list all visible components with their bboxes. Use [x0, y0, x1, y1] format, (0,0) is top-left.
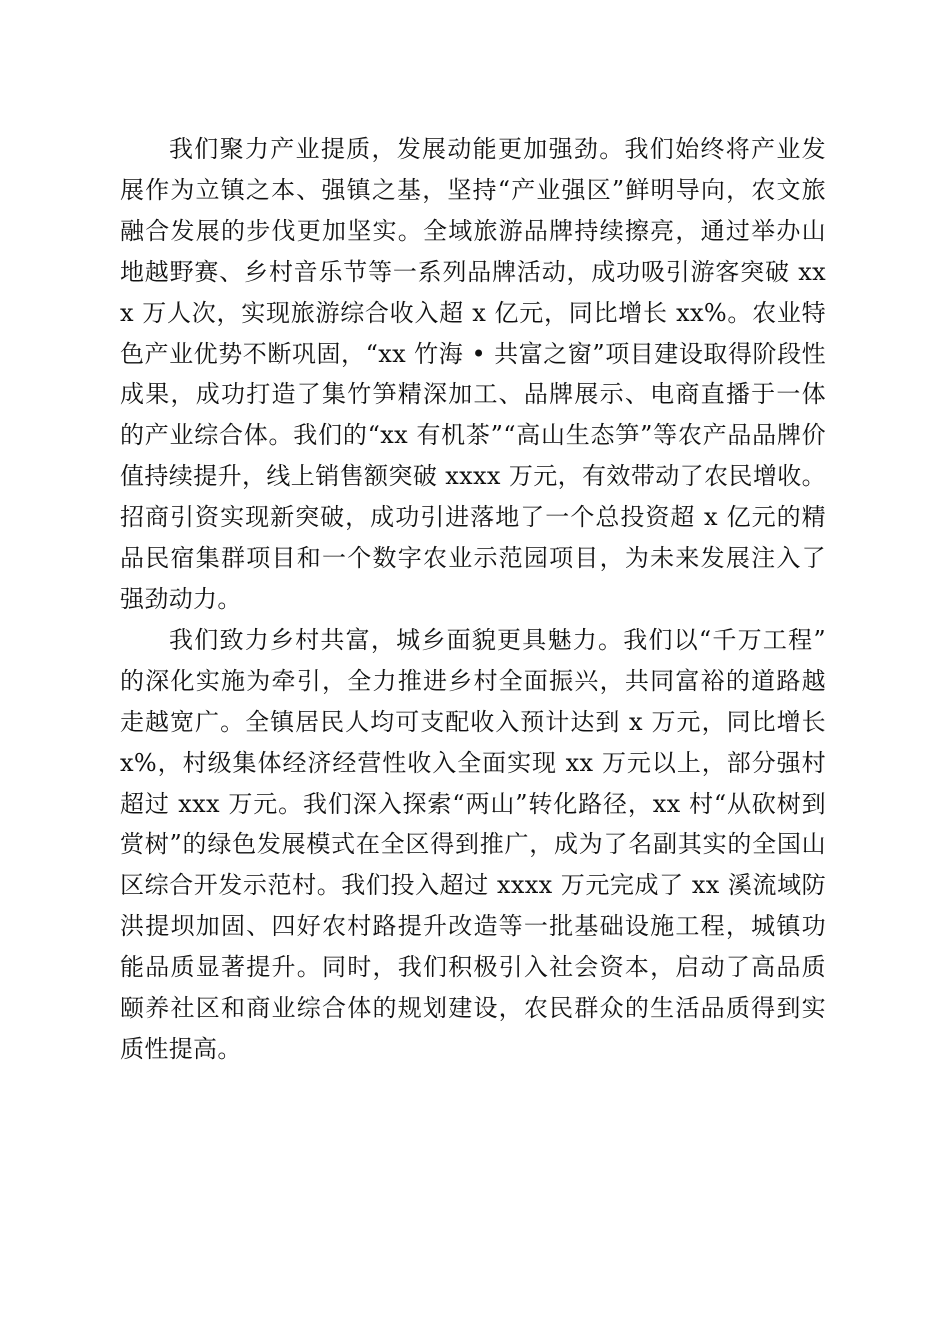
paragraph-industry: 我们聚力产业提质，发展动能更加强劲。我们始终将产业发展作为立镇之本、强镇之基，坚持“产业强区”鲜明导向，农文旅融合发展的步伐更加坚实。全域旅游品牌持续擦亮，通过举办山地越野赛、乡村音乐节等一系列品牌活动，成功吸引游客突破 xxx 万人次，实现旅游综合收入超 x 亿元，同比增长 xx%。农业特色产业优势不断巩固，“xx 竹海 • 共富之窗”项目建设取得阶段性成果，成功打造了集竹笋精深加工、品牌展示、电商直播于一体的产业综合体。我们的“xx 有机茶”“高山生态笋”等农产品品牌价值持续提升，线上销售额突破 xxxx 万元，有效带动了农民增收。招商引资实现新突破，成功引进落地了一个总投资超 x 亿元的精品民宿集群项目和一个数字农业示范园项目，为未来发展注入了强劲动力。 — [120, 135, 826, 613]
paragraph-rural-prosperity: 我们致力乡村共富，城乡面貌更具魅力。我们以“千万工程”的深化实施为牵引，全力推进乡村全面振兴，共同富裕的道路越走越宽广。全镇居民人均可支配收入预计达到 x 万元，同比增长 x%，村级集体经济经营性收入全面实现 xx 万元以上，部分强村超过 xxx 万元。我们深入探索“两山”转化路径，xx 村“从砍树到赏树”的绿色发展模式在全区得到推广，成为了名副其实的全国山区综合开发示范村。我们投入超过 xxxx 万元完成了 xx 溪流域防洪提坝加固、四好农村路提升改造等一批基础设施工程，城镇功能品质显著提升。同时，我们积极引入社会资本，启动了高品质颐养社区和商业综合体的规划建设，农民群众的生活品质得到实质性提高。 — [120, 625, 826, 1063]
document-body — [120, 129, 826, 1070]
